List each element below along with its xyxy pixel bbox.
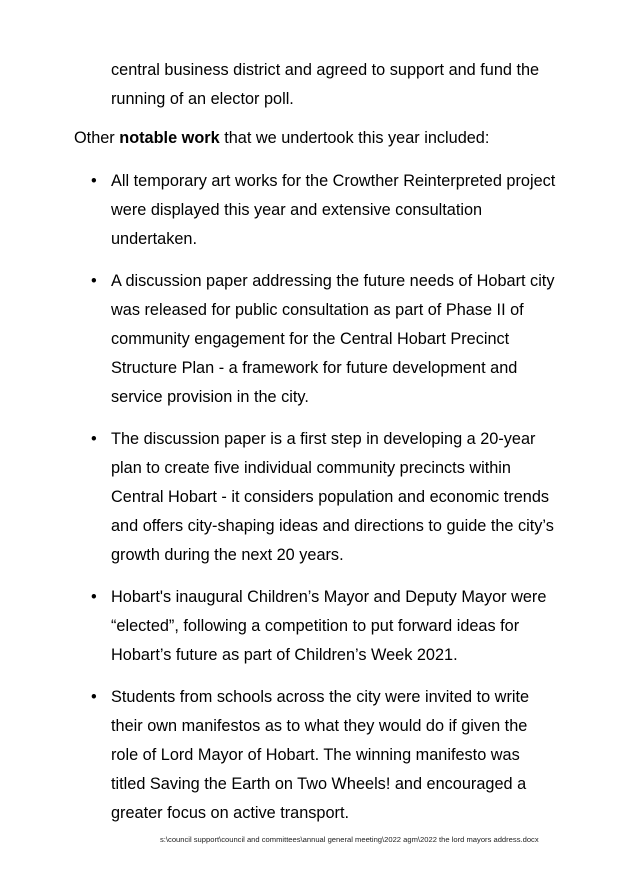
bullet-icon: • [91,430,97,448]
intro-bold-text: notable work [119,129,220,147]
list-item [0,683,622,828]
list-item-text: All temporary art works for the Crowther Reinterpreted project were displayed this year and extensive consultation undertaken. [111,172,556,248]
list-item [0,267,622,412]
list-item-text: Hobart's inaugural Children’s Mayor and Deputy Mayor were “elected”, following a competition to put forward ideas for Hobart’s future as part of Children’s Week 2021. [111,588,547,664]
bullet-icon: • [91,272,97,290]
list-item-text: Students from schools across the city were invited to write their own manifestos as to what they would do if given the role of Lord Mayor of Hobart. The winning manifesto was titled Saving the Earth on Two Wheels! and encouraged a greater focus on active transport. [111,688,530,822]
list-item [0,167,622,254]
list-item-text: The discussion paper is a first step in developing a 20-year plan to create five individual community precincts within Central Hobart - it considers population and economic trends and offers city-shaping ideas and directions to guide the city’s growth during the next 20 years. [111,430,554,564]
list-item-text: A discussion paper addressing the future needs of Hobart city was released for public consultation as part of Phase II of community engagement for the Central Hobart Precinct Structure Plan - a framework for future development and service provision in the city. [111,272,555,406]
list-item [0,583,622,670]
intro-paragraph [74,124,574,153]
list-item [0,425,622,570]
intro-text-after: that we undertook this year included: [219,129,490,147]
bullet-icon: • [91,688,97,706]
notable-work-list [0,167,622,841]
footer-file-path: s:\council support\council and committees\annual general meeting\2022 agm\2022 the lord mayors address.docx [160,835,539,844]
intro-text-before: Other [74,129,120,147]
bullet-icon: • [91,588,97,606]
bullet-icon: • [91,172,97,190]
continuation-paragraph: central business district and agreed to support and fund the running of an elector poll. [111,61,540,108]
